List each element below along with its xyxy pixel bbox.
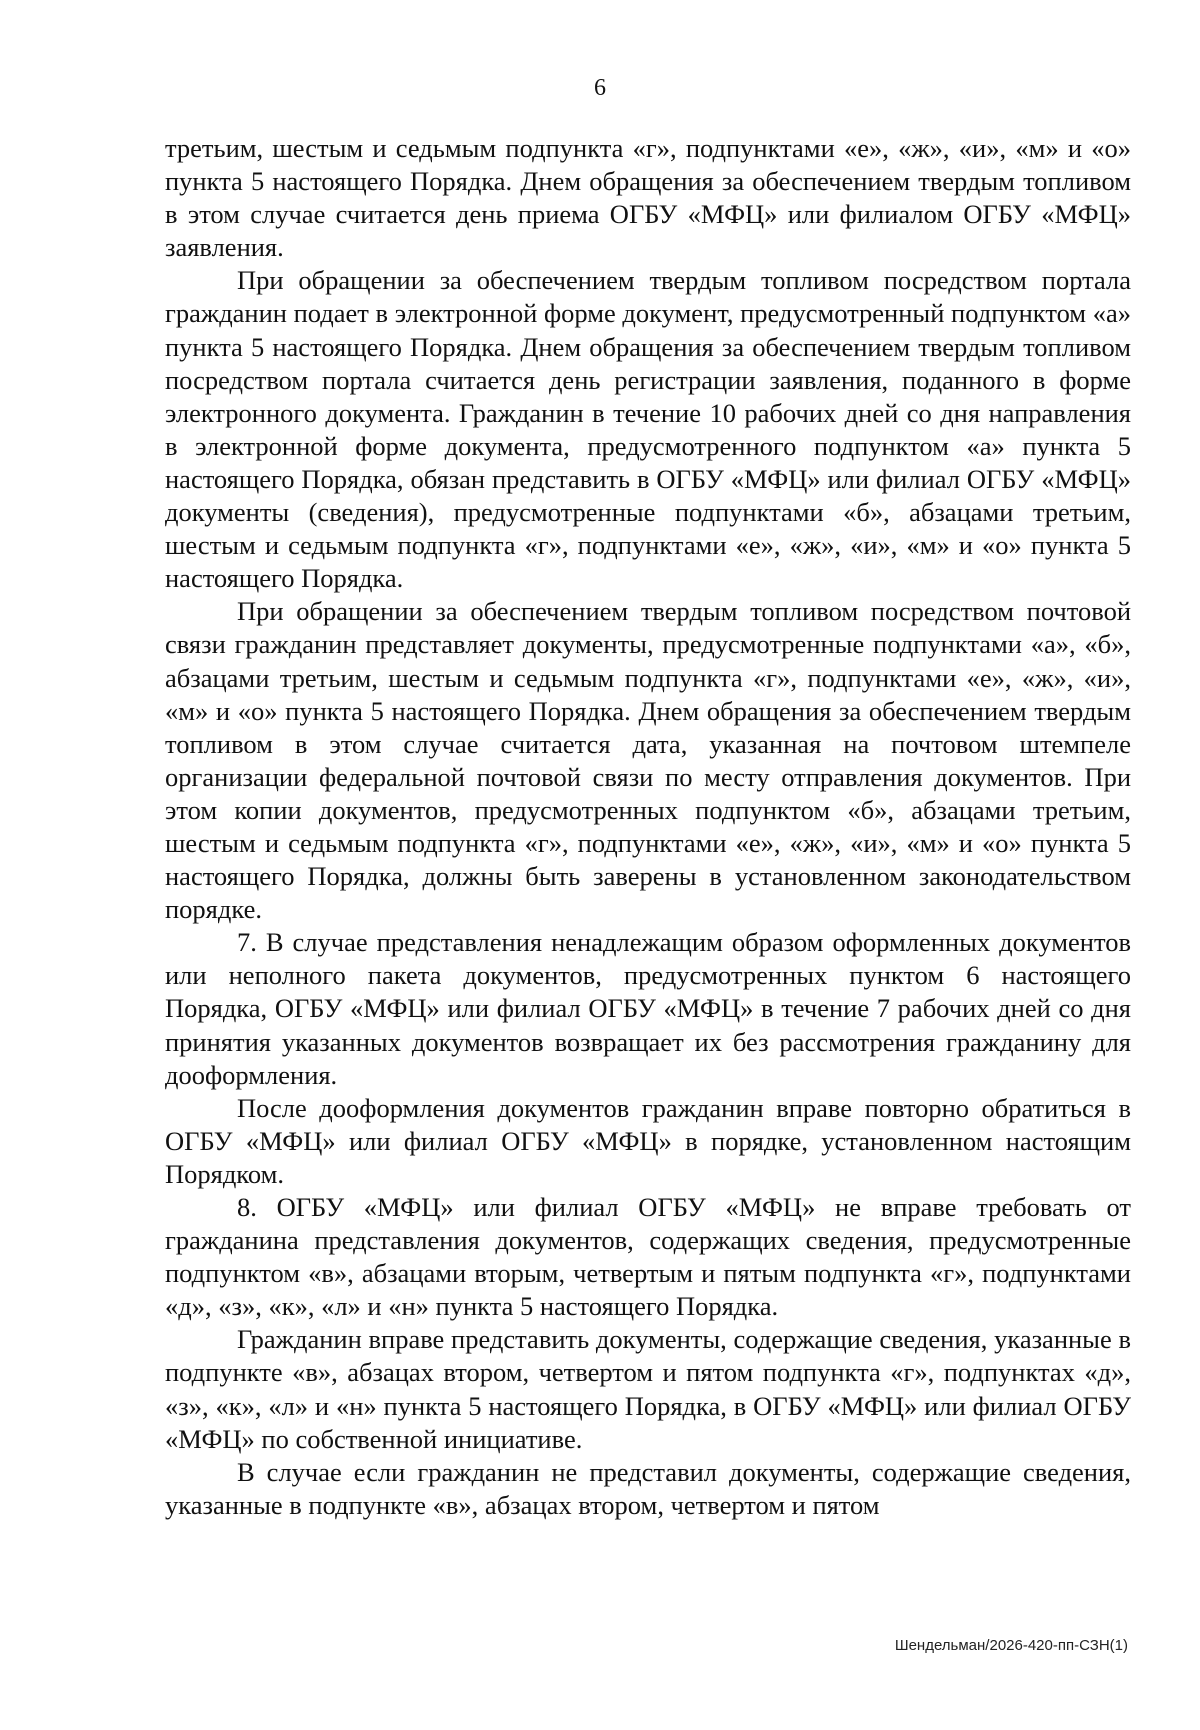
page-number: 6 — [594, 75, 606, 101]
paragraph-clause-8: 8. ОГБУ «МФЦ» или филиал ОГБУ «МФЦ» не вправе требовать от гражданина представления документов, содержащих сведения, предусмотренные подпунктом «в», абзацами вторым, четвертым и пятым подпункта «г», подпунктами «д», «з», «к», «л» и «н» пункта 5 настоящего Порядка. — [165, 1192, 1131, 1322]
paragraph-if-not-provided: В случае если гражданин не представил документы, содержащие сведения, указанные в подпункте «в», абзацах втором, четвертом и пятом — [165, 1456, 1131, 1520]
paragraph-own-initiative: Гражданин вправе представить документы, содержащие сведения, указанные в подпункте «в», абзацах втором, четвертом и пятом подпункта «г», подпунктах «д», «з», «к», «л» и «н» пункта 5 настоящего Порядка, в ОГБУ «МФЦ» или филиал ОГБУ «МФЦ» по собственной инициативе. — [165, 1324, 1131, 1454]
document-body — [165, 132, 1131, 1522]
paragraph-clause-7: 7. В случае представления ненадлежащим образом оформленных документов или неполного пакета документов, предусмотренных пунктом 6 настоящего Порядка, ОГБУ «МФЦ» или филиал ОГБУ «МФЦ» в течение 7 рабочих дней со дня принятия указанных документов возвращает их без рассмотрения гражданину для дооформления. — [165, 927, 1131, 1090]
paragraph-after-revision: После дооформления документов гражданин вправе повторно обратиться в ОГБУ «МФЦ» или филиал ОГБУ «МФЦ» в порядке, установленном настоящим Порядком. — [165, 1092, 1131, 1189]
paragraph-continuation: третьим, шестым и седьмым подпункта «г», подпунктами «е», «ж», «и», «м» и «о» пункта 5 настоящего Порядка. Днем обращения за обеспечением твердым топливом в этом случае считается день приема ОГБУ «МФЦ» или филиалом ОГБУ «МФЦ» заявления. — [165, 133, 1131, 263]
footer-document-code: Шендельман/2026-420-пп-СЗН(1) — [894, 1637, 1128, 1654]
paragraph-postal-submission: При обращении за обеспечением твердым топливом посредством почтовой связи гражданин представляет документы, предусмотренные подпунктами «а», «б», абзацами третьим, шестым и седьмым подпункта «г», подпунктами «е», «ж», «и», «м» и «о» пункта 5 настоящего Порядка. Днем обращения за обеспечением твердым топливом в этом случае считается дата, указанная на почтовом штемпеле организации федеральной почтовой связи по месту отправления документов. При этом копии документов, предусмотренных подпунктом «б», абзацами третьим, шестым и седьмым подпункта «г», подпунктами «е», «ж», «и», «м» и «о» пункта 5 настоящего Порядка, должны быть заверены в установленном законодательством порядке. — [165, 596, 1131, 925]
paragraph-portal-submission: При обращении за обеспечением твердым топливом посредством портала гражданин подает в электронной форме документ, предусмотренный подпунктом «а» пункта 5 настоящего Порядка. Днем обращения за обеспечением твердым топливом посредством портала считается день регистрации заявления, поданного в форме электронного документа. Гражданин в течение 10 рабочих дней со дня направления в электронной форме документа, предусмотренного подпунктом «а» пункта 5 настоящего Порядка, обязан представить в ОГБУ «МФЦ» или филиал ОГБУ «МФЦ» документы (сведения), предусмотренные подпунктами «б», абзацами третьим, шестым и седьмым подпункта «г», подпунктами «е», «ж», «и», «м» и «о» пункта 5 настоящего Порядка. — [165, 265, 1131, 594]
